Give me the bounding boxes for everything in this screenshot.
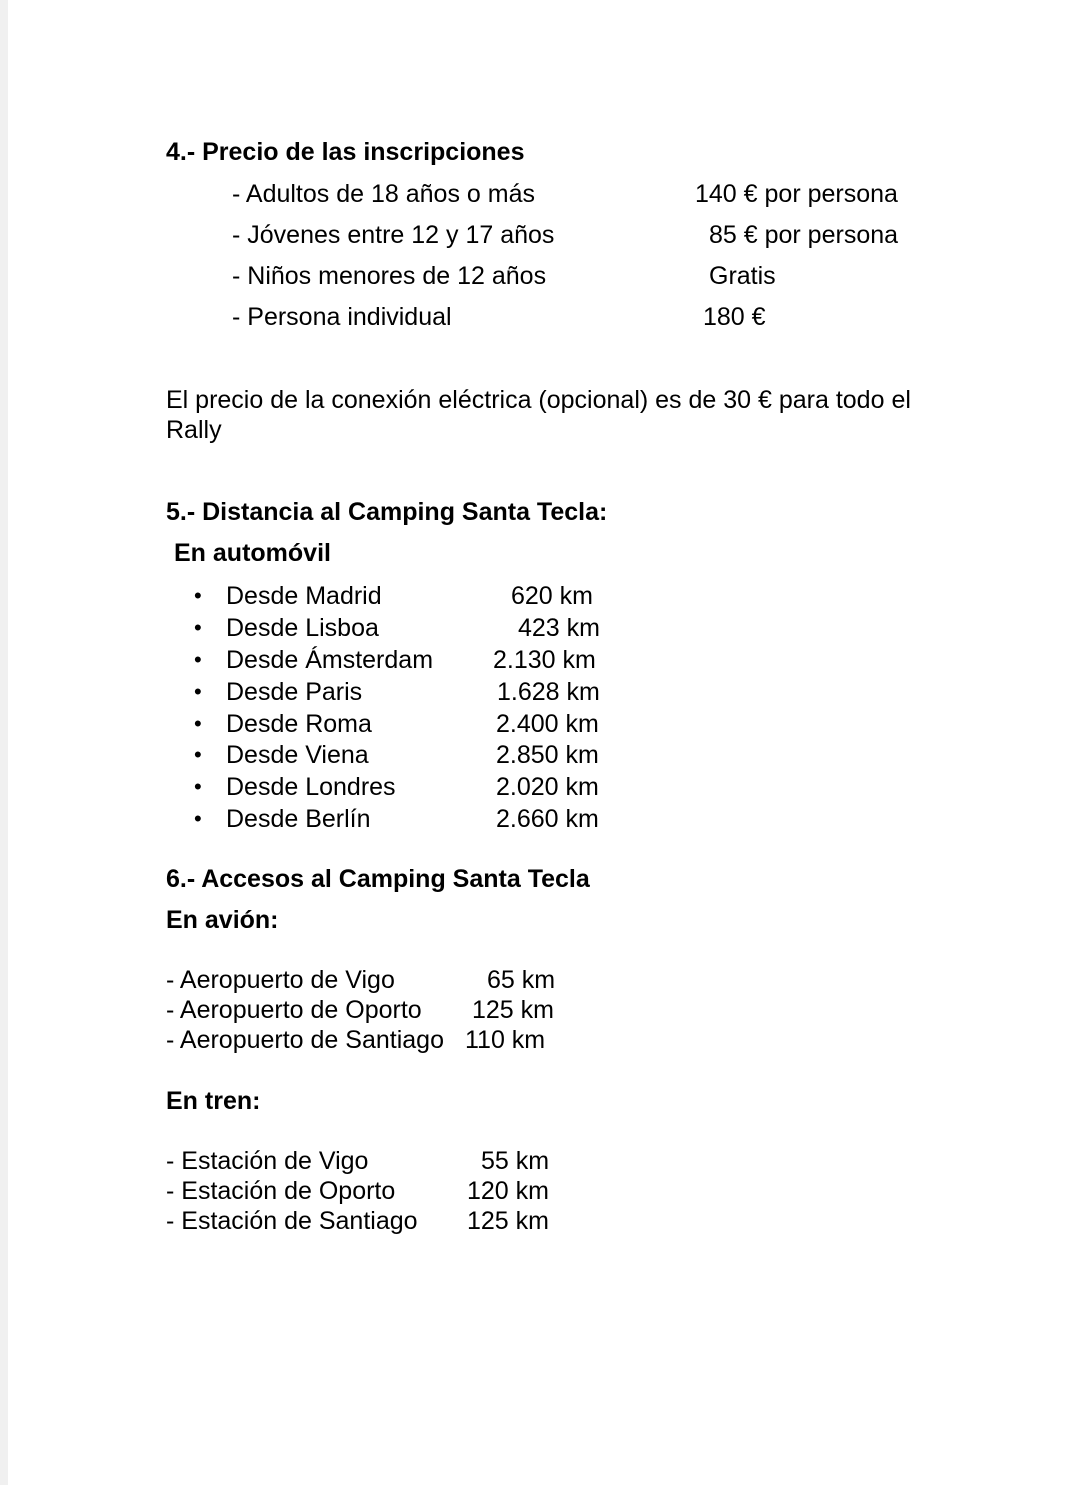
distance-row-label: Desde Madrid bbox=[226, 582, 382, 610]
bullet-icon: • bbox=[194, 742, 202, 767]
bullet-icon: • bbox=[194, 806, 202, 831]
distance-row-value: 2.850 km bbox=[496, 741, 599, 769]
station-row-value: 55 km bbox=[481, 1147, 550, 1175]
station-row-label: - Estación de Oporto bbox=[166, 1177, 396, 1205]
distance-row-value: 423 km bbox=[518, 614, 600, 642]
bullet-icon: • bbox=[194, 774, 202, 799]
price-row-value: Gratis bbox=[709, 262, 776, 290]
price-row-value: 140 € por persona bbox=[695, 180, 898, 208]
price-row-value: 180 € bbox=[703, 303, 766, 331]
bullet-icon: • bbox=[194, 615, 202, 640]
price-row-label: - Persona individual bbox=[232, 303, 452, 331]
distance-row-label: Desde Roma bbox=[226, 710, 372, 738]
plane-subheading: En avión: bbox=[166, 906, 279, 934]
distance-row-value: 2.130 km bbox=[493, 646, 596, 674]
bullet-icon: • bbox=[194, 711, 202, 736]
section-4-heading: 4.- Precio de las inscripciones bbox=[166, 138, 525, 166]
car-subheading: En automóvil bbox=[174, 539, 331, 567]
distance-row-label: Desde Viena bbox=[226, 741, 369, 769]
section-6-heading: 6.- Accesos al Camping Santa Tecla bbox=[166, 865, 590, 893]
airport-row-value: 125 km bbox=[472, 996, 554, 1024]
train-subheading: En tren: bbox=[166, 1087, 261, 1115]
electric-note-line-1: El precio de la conexión eléctrica (opcional) es de 30 € para todo el bbox=[166, 386, 911, 414]
airport-row-label: - Aeropuerto de Vigo bbox=[166, 966, 395, 994]
document-page bbox=[8, 0, 1092, 1485]
distance-row-label: Desde Berlín bbox=[226, 805, 371, 833]
station-row-value: 120 km bbox=[467, 1177, 549, 1205]
distance-row-value: 2.400 km bbox=[496, 710, 599, 738]
bullet-icon: • bbox=[194, 647, 202, 672]
bullet-icon: • bbox=[194, 679, 202, 704]
distance-row-label: Desde Ámsterdam bbox=[226, 646, 434, 674]
airport-row-label: - Aeropuerto de Santiago bbox=[166, 1026, 444, 1054]
distance-row-value: 1.628 km bbox=[497, 678, 600, 706]
distance-row-value: 620 km bbox=[511, 582, 593, 610]
station-row-label: - Estación de Vigo bbox=[166, 1147, 369, 1175]
station-row-value: 125 km bbox=[467, 1207, 549, 1235]
distance-row-label: Desde Lisboa bbox=[226, 614, 379, 642]
station-row-label: - Estación de Santiago bbox=[166, 1207, 418, 1235]
distance-row-value: 2.020 km bbox=[496, 773, 599, 801]
distance-row-label: Desde Paris bbox=[226, 678, 363, 706]
price-row-label: - Niños menores de 12 años bbox=[232, 262, 547, 290]
electric-note-line-2: Rally bbox=[166, 416, 222, 444]
distance-row-label: Desde Londres bbox=[226, 773, 396, 801]
distance-row-value: 2.660 km bbox=[496, 805, 599, 833]
price-row-label: - Jóvenes entre 12 y 17 años bbox=[232, 221, 555, 249]
airport-row-label: - Aeropuerto de Oporto bbox=[166, 996, 422, 1024]
airport-row-value: 110 km bbox=[465, 1026, 546, 1054]
airport-row-value: 65 km bbox=[487, 966, 556, 994]
price-row-value: 85 € por persona bbox=[709, 221, 899, 249]
bullet-icon: • bbox=[194, 583, 202, 608]
section-5-heading: 5.- Distancia al Camping Santa Tecla: bbox=[166, 498, 608, 526]
price-row-label: - Adultos de 18 años o más bbox=[232, 180, 535, 208]
